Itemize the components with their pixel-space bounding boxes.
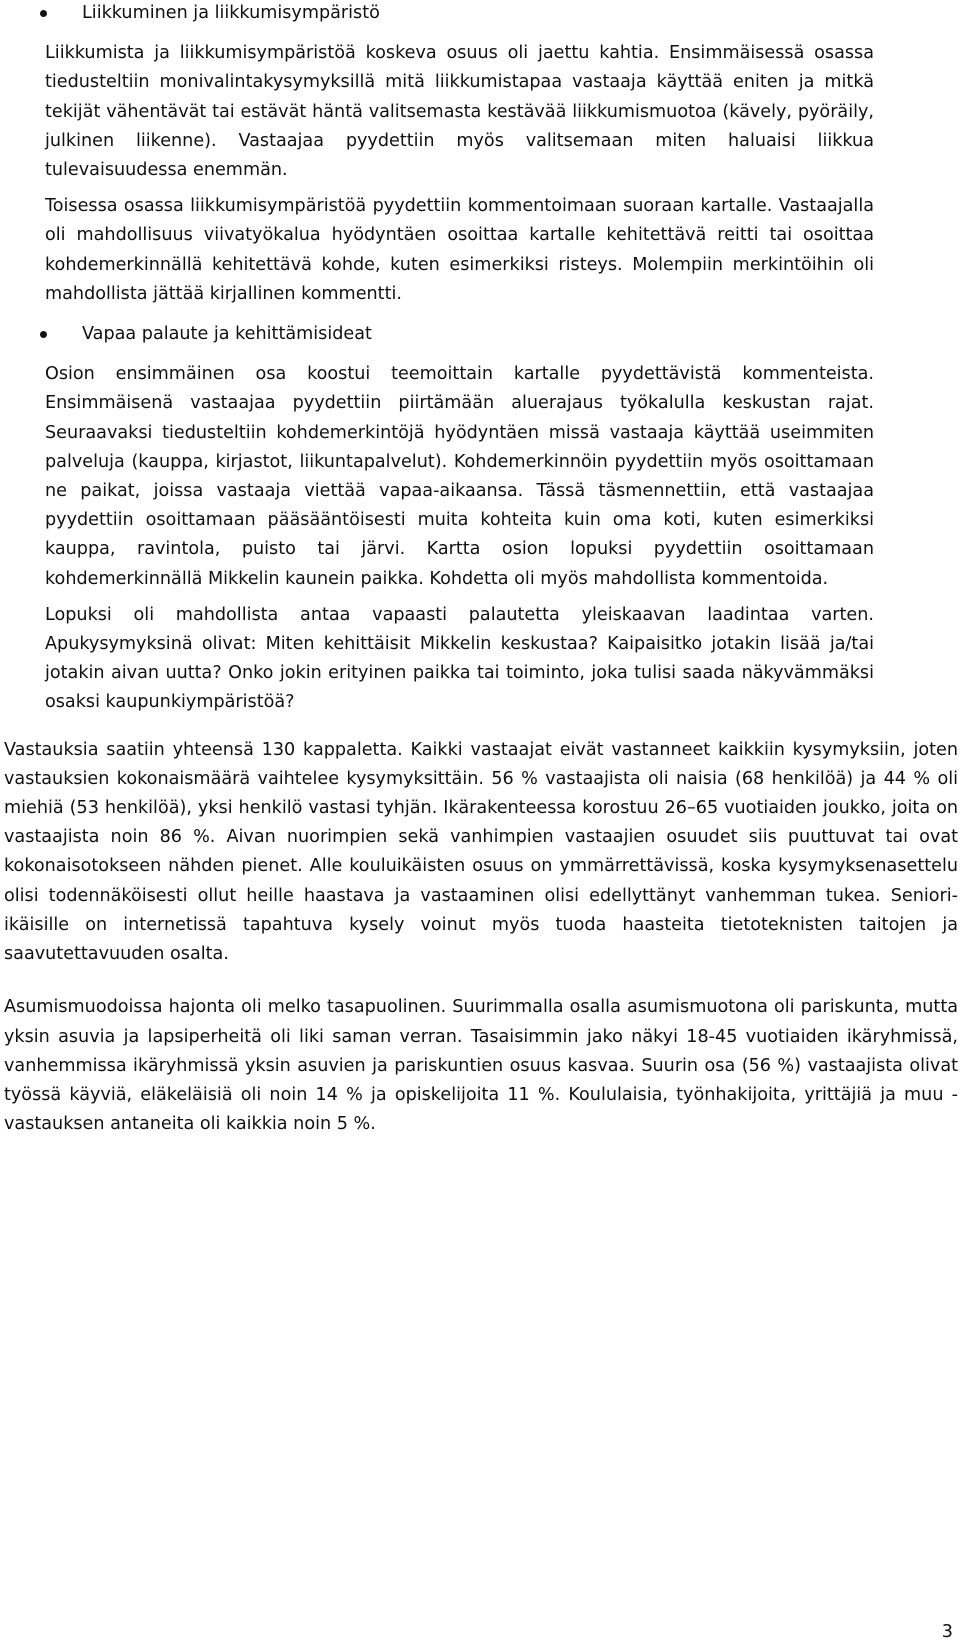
- bullet-icon: [40, 331, 47, 338]
- paragraph: Vastauksia saatiin yhteensä 130 kappaletta. Kaikki vastaajat eivät vastanneet kaikkiin kysymyksiin, joten vastauksien kokonaismäärä vaihtelee kysymyksittäin. 56 % vastaajista oli naisia (68 henkilöä) ja 44 % oli miehiä (53 henkilöä), yksi henkilö vastasi tyhjän. Ikärakenteessa korostuu 26–65 vuotiaiden joukko, joita on vastaajista noin 86 %. Aivan nuorimpien sekä vanhimpien vastaajien osuudet siis puuttuvat tai ovat kokonaisotokseen nähden pienet. Alle kouluikäisten osuus on ymmärrettävissä, koska kysymyksenasettelu olisi todennäköisesti ollut heille haastava ja vastaaminen olisi edellyttänyt vanhemman tukea. Seniori-ikäisille on internetissä tapahtuva kysely voinut myös tuoda haasteita tietoteknisten taitojen ja saavutettavuuden osalta.: [4, 739, 958, 965]
- page-number: 3: [941, 1622, 953, 1642]
- section-heading: Vapaa palaute ja kehittämisideat: [82, 324, 372, 345]
- bullet-section-mobility: [82, 0, 958, 28]
- paragraph: Asumismuodoissa hajonta oli melko tasapuolinen. Suurimmalla osalla asumismuotona oli pariskunta, mutta yksin asuvia ja lapsiperheitä oli liki saman verran. Tasaisimmin jako näkyi 18-45 vuotiaiden ikäryhmissä, vanhemmissa ikäryhmissä yksin asuvien ja pariskuntien osuus kasvaa. Suurin osa (56 %) vastaajista olivat työssä käyviä, eläkeläisiä oli noin 14 % ja opiskelijoita 11 %. Koululaisia, työnhakijoita, yrittäjiä ja muu -vastauksen antaneita oli kaikkia noin 5 %.: [4, 997, 958, 1135]
- paragraph: Liikkumista ja liikkumisympäristöä koskeva osuus oli jaettu kahtia. Ensimmäisessä osassa tiedusteltiin monivalintakysymyksillä mitä liikkumistapaa vastaaja käyttää eniten ja mitkä tekijät vähentävät tai estävät häntä valitsemasta kestävää liikkumismuotoa (kävely, pyöräily, julkinen liikenne). Vastaajaa pyydettiin myös valitsemaan miten haluaisi liikkua tulevaisuudessa enemmän.: [45, 43, 874, 181]
- paragraph: Osion ensimmäinen osa koostui teemoittain kartalle pyydettävistä kommenteista. Ensimmäisenä vastaajaa pyydettiin piirtämään aluerajaus työkalulla keskustan rajat. Seuraavaksi tiedusteltiin kohdemerkintöjä hyödyntäen missä vastaaja käyttää useimmiten palveluja (kauppa, kirjastot, liikuntapalvelut). Kohdemerkinnöin pyydettiin myös osoittamaan ne paikat, joissa vastaaja viettää vapaa-aikaansa. Tässä täsmennettiin, että vastaajaa pyydettiin osoittamaan pääsääntöisesti muita kohteita kuin oma koti, kuten esimerkiksi kauppa, ravintola, puisto tai järvi. Kartta osion lopuksi pyydettiin osoittamaan kohdemerkinnällä Mikkelin kaunein paikka. Kohdetta oli myös mahdollista kommentoida.: [45, 364, 874, 589]
- section-heading: Liikkuminen ja liikkumisympäristö: [82, 3, 380, 23]
- paragraph: Toisessa osassa liikkumisympäristöä pyydettiin kommentoimaan suoraan kartalle. Vastaajalla oli mahdollisuus viivatyökalua hyödyntäen osoittaa kartalle kehitettävä reitti tai osoittaa kohdemerkinnällä kehitettävä kohde, kuten esimerkiksi risteys. Molempiin merkintöihin oli mahdollista jättää kirjallinen kommentti.: [45, 196, 874, 304]
- paragraph: Lopuksi oli mahdollista antaa vapaasti palautetta yleiskaavan laadintaa varten. Apukysymyksinä olivat: Miten kehittäisit Mikkelin keskustaa? Kaipaisitko jotakin lisää ja/tai jotakin aivan uutta? Onko jokin erityinen paikka tai toiminto, joka tulisi saada näkyvämmäksi osaksi kaupunkiympäristöä?: [45, 604, 874, 713]
- bullet-section-feedback: [82, 320, 958, 349]
- bullet-icon: [40, 10, 47, 17]
